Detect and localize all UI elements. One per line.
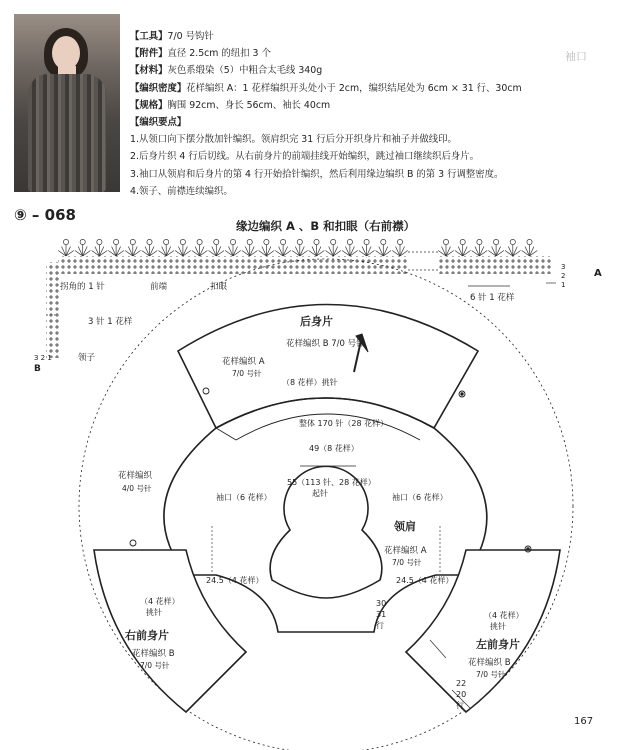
fan-stitch [392,239,408,256]
repeat-3-label: 3 针 1 花样 [88,317,133,327]
pickup-4-right-2: 挑针 [490,622,506,631]
neck-stitches: 55（113 针、28 花样） [287,478,376,487]
material-row: 【材料】灰色系缎染（5）中粗合太毛线 340g [130,65,323,77]
total-stitches: 整体 170 针（28 花样） [299,419,389,428]
rows-20: 20 [456,690,467,699]
fan-stitch [92,239,108,256]
page-number: 167 [574,716,594,727]
side-needle: 4/0 号针 [122,484,152,493]
fan-stitch [359,239,375,256]
b-row-numbers: 3 2 1 [34,354,52,362]
side-pattern: 花样编织 [118,471,153,481]
rows-22: 22 [456,679,467,688]
fan-stitch [309,239,325,256]
rows-30: 30 [376,599,387,608]
fan-stitch [376,239,392,256]
dim-24-5-left: 24.5（4 花样） [206,576,264,585]
fan-stitch [209,239,225,256]
left-front-pattern: 花样编织 B [468,658,511,668]
right-front-pattern: 花样编织 B [132,649,175,659]
corner-stitch-label: 拐角的 1 针 [60,282,105,292]
rows-30-unit: 行 [376,621,384,630]
buttonhole-label: 扣眼 [210,282,228,292]
front-edge-label: 前端 [150,282,168,292]
row-num-2: 2 [561,272,566,280]
neck-cast-on: 起针 [312,489,328,498]
fan-stitch [108,239,124,256]
yoke-title: 领肩 [394,520,416,533]
fan-stitch [259,239,275,256]
pattern-a-marker: A [594,268,602,279]
collar-label: 领子 [78,353,96,363]
fan-stitch [58,239,74,256]
fan-stitch [242,239,258,256]
fan-stitch [158,239,174,256]
fan-stitch [75,239,91,256]
rows-31: 31 [376,610,387,619]
fan-stitch [522,239,538,256]
fan-stitch [505,239,521,256]
fan-stitch [438,239,454,256]
fan-stitch [192,239,208,256]
fan-stitch [225,239,241,256]
pickup-4-left-2: 挑针 [146,608,162,617]
yoke-side-needle: 7/0 号针 [232,369,262,378]
tools-row: 【工具】7/0 号钩针 [130,31,214,42]
fan-stitch [325,239,341,256]
left-front-title: 左前身片 [476,638,520,651]
right-front-title: 右前身片 [125,629,169,642]
fan-stitch [342,239,358,256]
size-row: 【规格】胸围 92cm、身长 56cm、袖长 40cm [130,99,331,111]
fan-stitch [292,239,308,256]
fan-stitch [125,239,141,256]
pattern-b-marker: B [34,364,41,374]
fan-stitch [275,239,291,256]
point-3: 3.袖口从领肩和后身片的第 4 行开始拾针编织，然后利用缘边编织 B 的第 3 行调整密度。 [130,168,504,180]
yoke-side-pattern: 花样编织 A [222,357,265,367]
gauge-row: 【编织密度】花样编织 A：1 花样编织开头处小于 2cm，编织结尾处为 6cm × 31 行、30cm [130,82,522,94]
section-number: ⑨ – 068 [14,206,76,224]
fan-stitch [142,239,158,256]
accessory-row: 【附件】直径 2.5cm 的纽扣 3 个 [130,48,271,60]
repeat-6-label: 6 针 1 花样 [470,293,515,303]
pickup-4-left: （4 花样） [140,597,180,606]
pickup-8-label: （8 花样）挑针 [282,378,338,387]
point-4: 4.领子、前襟连续编织。 [130,185,233,197]
back-pattern: 花样编织 B 7/0 号针 [286,339,365,349]
back-piece-title: 后身片 [300,315,333,328]
fan-stitch [175,239,191,256]
edge-chart-title: 缘边编织 A 、B 和扣眼（右前襟） [236,219,416,233]
row-num-3: 3 [561,263,566,271]
point-1: 1.从领口向下摆分散加针编织。领肩织完 31 行后分开织身片和袖子并做线印。 [130,134,457,146]
fan-stitch [455,239,471,256]
point-2: 2.后身片织 4 行后切线。从右前身片的前端挂线开始编织，跳过袖口继续织后身片。 [130,151,479,163]
fan-stitch [472,239,488,256]
bleed-through-text: 袖口 [565,50,587,63]
yoke-needle: 7/0 号针 [392,558,422,567]
sleeve-right: 袖口（6 花样） [392,493,448,502]
row-num-1: 1 [561,281,566,289]
span-49: 49（8 花样） [309,444,359,453]
dim-24-5-right: 24.5（4 花样） [396,576,454,585]
sleeve-left: 袖口（6 花样） [216,493,272,502]
rows-22-unit: 行 [456,701,464,710]
right-front-needle: 7/0 号针 [140,661,170,670]
yoke-pattern: 花样编织 A [384,546,427,556]
pickup-4-right: （4 花样） [484,611,524,620]
fan-stitch [488,239,504,256]
points-heading: 【编织要点】 [130,117,187,129]
left-front-needle: 7/0 号针 [476,670,506,679]
